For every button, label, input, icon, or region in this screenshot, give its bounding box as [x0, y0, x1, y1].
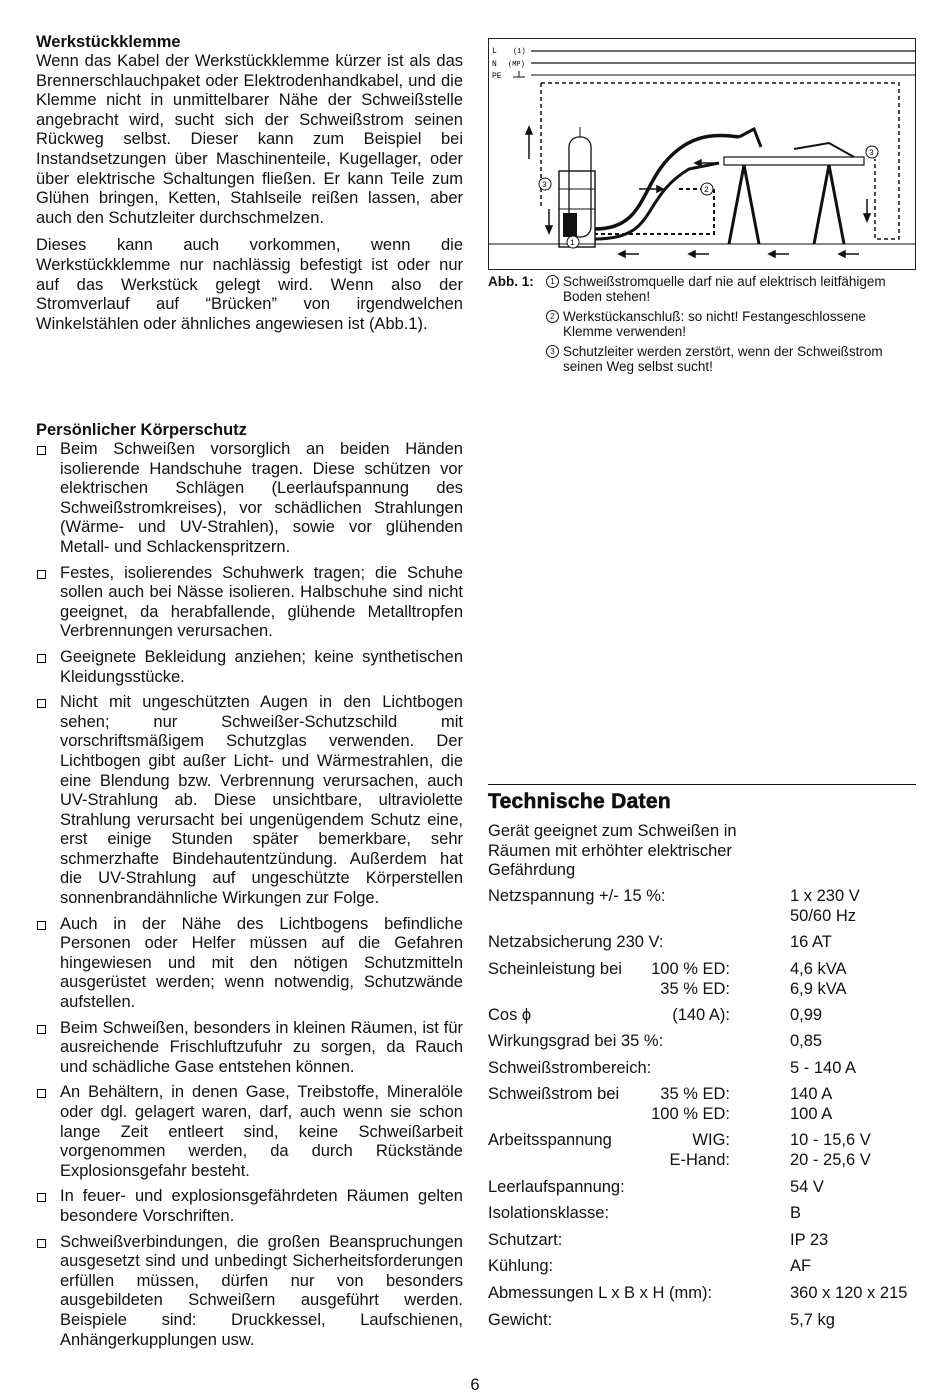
spec-condition: WIG: [692, 1131, 730, 1149]
spec-value-2: 6,9 kVA [790, 979, 847, 998]
spec-key: Schutzart: [488, 1231, 563, 1249]
spec-key: Netzspannung +/- 15 %: [488, 887, 666, 905]
checkbox-square-icon [37, 1193, 46, 1202]
koerperschutz-section [36, 420, 463, 1356]
spec-value: AF [790, 1257, 812, 1275]
spec-value: B [790, 1204, 802, 1222]
label-n: N [492, 60, 497, 69]
spec-value-2: 20 - 25,6 V [790, 1150, 871, 1169]
spec-condition-2: 100 % ED: [651, 1104, 730, 1123]
spec-value: 0,99 [790, 1006, 823, 1024]
spec-key: Scheinleistung bei [488, 960, 622, 978]
caption-item: 2 Werkstückanschluß: so nicht! Festangeschlossene Klemme verwenden! [488, 309, 918, 339]
spec-key: Cos ϕ [488, 1006, 532, 1024]
marker-3b: 3 [869, 149, 874, 158]
label-pe: PE [492, 72, 502, 81]
spec-key: Abmessungen L x B x H (mm): [488, 1284, 713, 1302]
spec-value: 0,85 [790, 1032, 823, 1050]
welding-circuit-figure [488, 38, 916, 270]
spec-value: 360 x 120 x 215 [790, 1284, 908, 1302]
spec-condition: (140 A): [672, 1006, 730, 1024]
figure-caption [488, 274, 918, 379]
checkbox-square-icon [37, 654, 46, 663]
spec-value-2: 100 A [790, 1104, 833, 1123]
caption-label: Abb. 1: [488, 274, 534, 289]
marker-3a: 3 [542, 181, 547, 190]
werkstueck-heading: Werkstückklemme [36, 33, 181, 51]
spec-value: 1 x 230 V [790, 887, 860, 905]
label-mp: (MP) [508, 61, 525, 69]
spec-value: IP 23 [790, 1231, 829, 1249]
checkbox-square-icon [37, 699, 46, 708]
list-item: Auch in der Nähe des Lichtbogens befindliche Personen oder Helfer müssen auf die Gefahren hingewiesen und mit den nötigen Schutzmitteln ausgerüstet werden; wenn notwendig, Schutzwände aufstellen. [36, 915, 463, 1013]
spec-value: 16 AT [790, 933, 832, 951]
werkstueck-paragraph-1: Wenn das Kabel der Werkstückklemme kürzer ist als das Brennerschlauchpaket oder Elektrodenhandkabel, und die Klemme nicht in unmittelbarer Nähe der Schweißstelle angebracht wird, sucht sich der Schweißstrom seinen Rückweg selbst. Dieser kann zum Beispiel bei Instandsetzungen über Maschinenteile, Kugellager, oder über elektrische Schaltungen fließen. Er kann Teile zum Glühen bringen, Ketten, Stahlseile reißen lassen, aber auch den Schutzleiter durchschmelzen. [36, 52, 463, 227]
spec-value: 5,7 kg [790, 1311, 835, 1329]
list-item: Beim Schweißen vorsorglich an beiden Händen isolierende Handschuhe tragen. Diese schützen vor elektrischen Schlägen (Leerlaufspannung des Schweißstromkreises), vor schädlichen Strahlungen (Wärme- und UV-Strahlen), sowie vor glühenden Metall- und Schlackenspritzern. [36, 440, 463, 558]
spec-value: 54 V [790, 1178, 824, 1196]
technische-daten-title: Technische Daten [488, 790, 671, 813]
spec-value: 140 A [790, 1085, 833, 1103]
spec-condition: 100 % ED: [651, 960, 730, 978]
spec-condition-2: 35 % ED: [660, 979, 730, 998]
spec-key: Arbeitsspannung [488, 1131, 612, 1149]
spec-value: 10 - 15,6 V [790, 1131, 871, 1149]
marker-2: 2 [704, 186, 709, 195]
spec-key: Schweißstrom bei [488, 1085, 620, 1103]
koerperschutz-heading: Persönlicher Körperschutz [36, 421, 247, 439]
caption-item: 3 Schutzleiter werden zerstört, wenn der Schweißstrom seinen Weg selbst sucht! [488, 344, 918, 374]
spec-key: Netzabsicherung 230 V: [488, 933, 664, 951]
spec-key: Isolationsklasse: [488, 1204, 610, 1222]
spec-key: Gewicht: [488, 1311, 553, 1329]
checkbox-square-icon [37, 1089, 46, 1098]
technische-daten-intro: Gerät geeignet zum Schweißen in Räumen mit erhöhter elektrischer Gefährdung [488, 822, 737, 880]
list-item: Schweißverbindungen, die großen Beanspruchungen ausgesetzt sind und unbedingt Sicherheitsforderungen erfüllen müssen, dürfen nur von besonders ausgebildeten Schweißern ausgeführt werden. Beispiele sind: Druckkessel, Laufschienen, Anhängerkupplungen usw. [36, 1233, 463, 1351]
caption-item: 1 Schweißstromquelle darf nie auf elektrisch leitfähigem Boden stehen! [488, 274, 918, 304]
checkbox-square-icon [37, 446, 46, 455]
list-item: Geeignete Bekleidung anziehen; keine synthetischen Kleidungsstücke. [36, 648, 463, 687]
spec-condition-2: E-Hand: [669, 1150, 730, 1169]
spec-key: Schweißstrombereich: [488, 1059, 652, 1077]
spec-value: 5 - 140 A [790, 1059, 857, 1077]
spec-condition: 35 % ED: [660, 1085, 730, 1103]
koerperschutz-list [36, 440, 463, 1350]
checkbox-square-icon [37, 570, 46, 579]
list-item: Beim Schweißen, besonders in kleinen Räumen, ist für ausreichende Frischluftzufuhr zu sorgen, da Rauch und schädliche Gase entstehen können. [36, 1019, 463, 1078]
checkbox-square-icon [37, 1239, 46, 1248]
checkbox-square-icon [37, 1025, 46, 1034]
list-item: In feuer- und explosionsgefährdeten Räumen gelten besondere Vorschriften. [36, 1187, 463, 1226]
spec-value-2: 50/60 Hz [790, 906, 857, 925]
werkstueck-section [36, 32, 463, 334]
label-1: (1) [513, 48, 526, 56]
section-divider [488, 784, 916, 785]
list-item: Festes, isolierendes Schuhwerk tragen; die Schuhe sollen auch bei Nässe isolieren. Halbschuhe sind nicht geeignet, da herabfallende, glühende Metalltropfen Verbrennungen verursachen. [36, 564, 463, 642]
list-item: An Behältern, in denen Gase, Treibstoffe, Mineralöle oder dgl. gelagert waren, darf, auch wenn sie schon lange Zeit entleert sind, keine Schweißarbeit vorgenommen werden, da durch Rückstände Explosionsgefahr besteht. [36, 1083, 463, 1181]
label-l: L [492, 47, 497, 56]
spec-key: Kühlung: [488, 1257, 554, 1275]
welding-circuit-diagram [489, 39, 915, 269]
page-number: 6 [470, 1376, 480, 1394]
checkbox-square-icon [37, 921, 46, 930]
werkstueck-paragraph-2: Dieses kann auch vorkommen, wenn die Werkstückklemme nur nachlässig befestigt ist oder nur auf das Werkstück gelegt wird. Wenn also der Stromverlauf auf “Brücken” von irgendwelchen Winkelstählen oder ähnliches angewiesen ist (Abb.1). [36, 236, 463, 333]
marker-1: 1 [570, 239, 575, 248]
list-item: Nicht mit ungeschützten Augen in den Lichtbogen sehen; nur Schweißer-Schutzschild mit vorschriftsmäßigem Schutzglas verwenden. Der Lichtbogen gibt außer Licht- und Wärmestrahlen, die eine Blendung bzw. Verbrennung verursachen, auch UV-Strahlung ab. Diese unsichtbare, ultraviolette Strahlung verursacht bei ungenügendem Schutz eine, erst einige Stunden später bemerkbare, sehr schmerzhafte Bindehautentzündung. Außerdem hat die UV-Strahlung auf ungeschützte Körperstellen sonnenbrandähnliche Wirkungen zur Folge. [36, 693, 463, 909]
spec-key: Wirkungsgrad bei 35 %: [488, 1032, 664, 1050]
spec-value: 4,6 kVA [790, 960, 847, 978]
spec-key: Leerlaufspannung: [488, 1178, 625, 1196]
